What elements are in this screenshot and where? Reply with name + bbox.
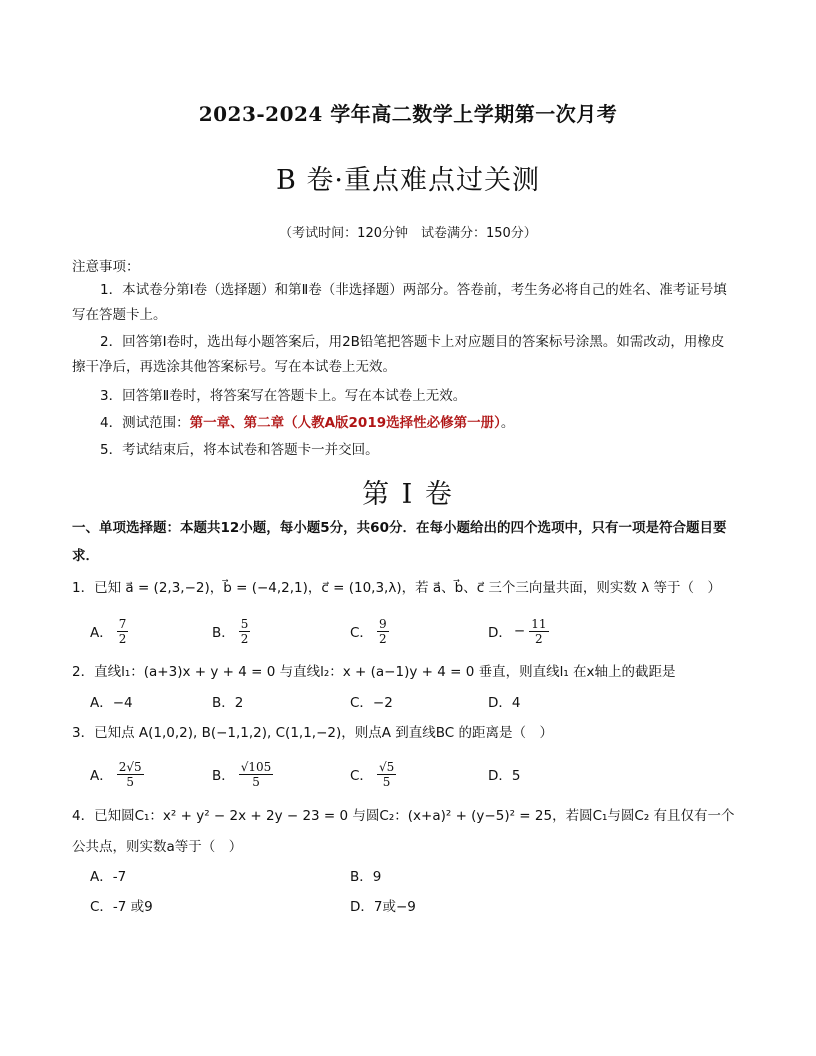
q3-option-a-den: 5 xyxy=(126,774,135,789)
q3-option-b-fraction xyxy=(239,760,274,789)
q3-option-b-num: √105 xyxy=(240,759,272,774)
question-1-options xyxy=(90,614,730,648)
volume-title: 第 I 卷 xyxy=(362,479,454,510)
question-4-stem-line-1: 4．已知圆C₁：x² + y² − 2x + 2y − 23 = 0 与圆C₂：(x+a)² + (y−5)² = 25，若圆C₁与圆C₂ 有且仅有一个 xyxy=(72,808,735,824)
question-1-stem: 1．已知 a⃗ = (2,3,−2)，b⃗ = (−4,2,1)，c⃗ = (10,3,λ)，若 a⃗、b⃗、c⃗ 三个三向量共面，则实数 λ 等于（ ） xyxy=(72,580,722,596)
test-scope: 第一章、第二章（人教A版2019选择性必修第一册） xyxy=(189,415,501,431)
q1-option-a-den: 2 xyxy=(118,631,127,646)
note-item-5: 5．考试结束后，将本试卷和答题卡一并交回。 xyxy=(100,442,379,458)
q2-option-c: C．−2 xyxy=(350,695,393,711)
q3-option-a-num: 2√5 xyxy=(118,759,142,774)
q1-option-a-num: 7 xyxy=(118,616,127,631)
q3-option-c xyxy=(350,757,396,791)
q3-option-a-fraction xyxy=(117,760,144,789)
q3-option-d: D．5 xyxy=(488,768,521,784)
q1-option-c xyxy=(350,614,389,648)
q3-option-b xyxy=(212,757,273,791)
question-2-stem: 2．直线l₁：(a+3)x + y + 4 = 0 与直线l₂：x + (a−1)y + 4 = 0 垂直，则直线l₁ 在x轴上的截距是 xyxy=(72,664,676,680)
q3-option-c-den: 5 xyxy=(382,774,391,789)
exam-info: （考试时间：120分钟 试卷满分：150分） xyxy=(279,226,537,241)
question-4-stem-line-2: 公共点，则实数a等于（ ） xyxy=(72,839,243,855)
q1-option-b xyxy=(212,614,250,648)
q4-option-b: B．9 xyxy=(350,869,382,885)
q1-option-d-num: 11 xyxy=(531,616,547,631)
q3-option-a-label: A． xyxy=(90,768,113,784)
q3-option-a xyxy=(90,757,144,791)
q2-option-a: A．−4 xyxy=(90,695,133,711)
q2-option-d: D．4 xyxy=(488,695,521,711)
q1-option-a xyxy=(90,614,128,648)
q1-option-b-label: B． xyxy=(212,625,235,641)
note-item-4-prefix: 4．测试范围： xyxy=(100,415,190,431)
q4-option-d: D．7或−9 xyxy=(350,899,416,915)
q4-option-a: A．-7 xyxy=(90,869,127,885)
note-item-2: 2．回答第Ⅰ卷时，选出每小题答案后，用2B铅笔把答题卡上对应题目的答案标号涂黑。如需改动，用橡皮擦干净后，再选涂其他答案标号。写在本试卷上无效。 xyxy=(72,334,725,375)
exam-subtitle: B 卷·重点难点过关测 xyxy=(275,165,540,196)
q1-option-b-den: 2 xyxy=(240,631,249,646)
q1-option-b-num: 5 xyxy=(240,616,249,631)
q1-option-d-den: 2 xyxy=(535,631,543,646)
q1-option-a-label: A． xyxy=(90,625,113,641)
q1-option-c-num: 9 xyxy=(378,616,387,631)
q1-option-d-fraction xyxy=(529,617,548,646)
q4-option-c: C．-7 或9 xyxy=(90,899,153,915)
exam-title: 2023-2024 学年高二数学上学期第一次月考 xyxy=(198,102,618,126)
q1-option-c-den: 2 xyxy=(378,631,387,646)
q1-option-c-fraction xyxy=(377,617,389,646)
q1-option-d-label: D． xyxy=(488,625,512,641)
q3-option-b-den: 5 xyxy=(252,774,260,789)
q3-option-c-num: √5 xyxy=(378,759,395,774)
question-3-options xyxy=(90,757,730,791)
note-item-4 xyxy=(72,411,732,436)
notes-heading: 注意事项： xyxy=(72,259,140,275)
note-item-3: 3．回答第Ⅱ卷时，将答案写在答题卡上。写在本试卷上无效。 xyxy=(100,388,467,404)
q3-option-c-fraction xyxy=(377,760,396,789)
q1-option-d xyxy=(488,614,549,648)
question-3-stem: 3．已知点 A(1,0,2), B(−1,1,2), C(1,1,−2)，则点A 到直线BC 的距离是（ ） xyxy=(72,725,554,741)
q3-option-b-label: B． xyxy=(212,768,235,784)
q3-option-c-label: C． xyxy=(350,768,373,784)
section-heading: 一、单项选择题：本题共12小题，每小题5分，共60分．在每小题给出的四个选项中，只有一项是符合题目要求． xyxy=(72,520,727,564)
q1-option-c-label: C． xyxy=(350,625,373,641)
note-item-1: 1．本试卷分第Ⅰ卷（选择题）和第Ⅱ卷（非选择题）两部分。答卷前，考生务必将自己的姓名、准考证号填写在答题卡上。 xyxy=(72,282,727,323)
q1-option-b-fraction xyxy=(239,617,251,646)
q1-option-a-fraction xyxy=(117,617,129,646)
q1-option-d-sign: − xyxy=(513,623,526,639)
q2-option-b: B．2 xyxy=(212,695,244,711)
note-item-4-suffix: 。 xyxy=(500,415,515,431)
